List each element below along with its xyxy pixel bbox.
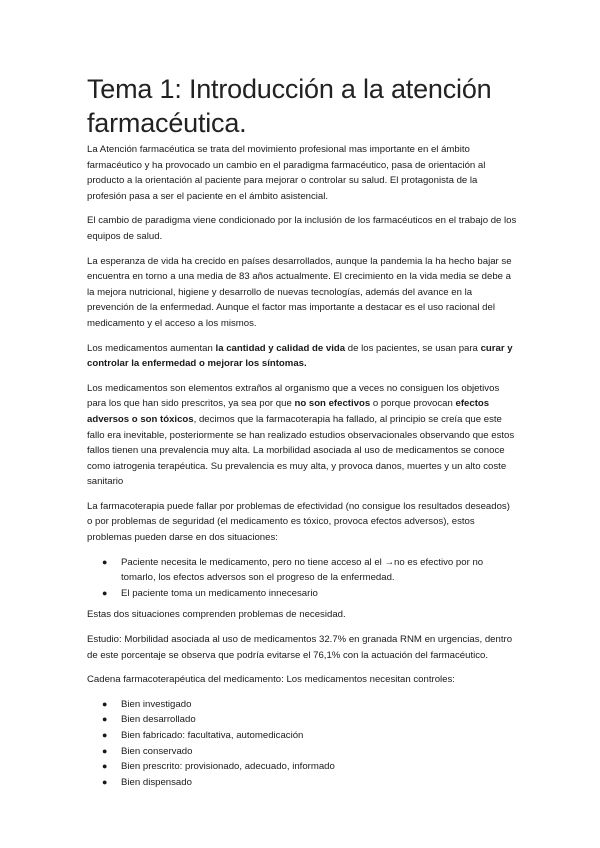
list-item (102, 775, 517, 791)
list-item-text: Bien conservado (121, 745, 193, 757)
paragraph-necessity: Estas dos situaciones comprenden problemas de necesidad. (87, 609, 346, 621)
bold-span: curar y controlar la enfermedad o mejorar los síntomas. (87, 342, 513, 370)
list-item (102, 759, 517, 775)
text-span: Los medicamentos aumentan (87, 342, 216, 354)
list-item-text: Bien investigado (121, 698, 192, 710)
list-item (102, 744, 517, 760)
list-item (102, 586, 517, 602)
paragraph-paradigm: El cambio de paradigma viene condicionado por la inclusión de los farmacéuticos en el trabajo de los equipos de salud. (87, 215, 517, 242)
page-title: Tema 1: Introducción a la atención farmacéutica. (87, 74, 492, 138)
bullet-icon: ● (102, 714, 108, 725)
bullet-icon: ● (102, 698, 108, 709)
bullet-icon: ● (102, 745, 108, 756)
paragraph-study: Estudio: Morbilidad asociada al uso de medicamentos 32.7% en granada RNM en urgencias, dentro de este porcentaje se observa que podría evitarse el 76,1% con la actuación del farmacéutico. (87, 634, 513, 661)
bullet-icon: ● (102, 730, 108, 740)
list-item-text: Bien dispensado (121, 776, 192, 788)
paragraph-pharmacotherapy-failure: La farmacoterapia puede fallar por problemas de efectividad (no consigue los resultados deseados) o por problemas de seguridad (el medicamento es tóxico, provoca efectos adversos), estos problemas pueden darse en dos situaciones: (87, 500, 510, 544)
bullet-icon: ● (102, 556, 108, 567)
list-item (102, 555, 517, 586)
text-span: , decimos que la farmacoterapia ha fallado, al principio se creía que este fallo era inevitable, posteriormente se han realizado estudios observacionales observando que estos fallos tienen una prevalencia muy alta. La morbilidad asociada al uso de medicamentos se conoce como iatrogenia terapéutica. Su prevalencia es muy alta, y provoca danos, muertes y un alto coste sanitario (87, 413, 515, 488)
list-item-text: Paciente necesita le medicamento, pero no tiene acceso al el →no es efectivo por no tomarlo, los efectos adversos son el progreso de la enfermedad. (121, 556, 484, 584)
bullet-icon: ● (102, 776, 108, 787)
paragraph-intro: La Atención farmacéutica se trata del movimiento profesional mas importante en el ámbito farmacéutico y ha provocado un cambio en el paradigma farmacéutico, pasa de orientación al producto a la orientación al paciente para mejorar o controlar su salud. El protagonista de la profesión pasa a ser el paciente en el ámbito asistencial. (87, 144, 486, 202)
bullet-icon: ● (102, 587, 108, 598)
list-item-text: Bien desarrollado (121, 714, 196, 726)
text-span: de los pacientes, se usan para (345, 342, 481, 354)
document-body (87, 72, 517, 799)
bold-span: efectos adversos o son tóxicos (87, 398, 490, 425)
list-item-text: El paciente toma un medicamento innecesario (121, 587, 318, 599)
bold-span: la cantidad y calidad de vida (215, 342, 346, 354)
text-span: o porque provocan (370, 398, 456, 410)
list-item (102, 728, 517, 744)
bold-span: no son efectivos (294, 398, 371, 410)
bullet-icon: ● (102, 761, 108, 772)
situations-list (87, 555, 517, 602)
paragraph-chain: Cadena farmacoterapéutica del medicamento: Los medicamentos necesitan controles: (87, 674, 455, 686)
list-item (102, 712, 517, 728)
text-span: Los medicamentos son elementos extraños al organismo que a veces no consiguen los objetivos para los que han sido prescritos, ya sea por que (87, 382, 500, 410)
paragraph-medicines-failure (87, 381, 517, 490)
list-item (102, 697, 517, 713)
list-item-text: Bien fabricado: facultativa, automedicación (121, 730, 304, 741)
paragraph-medicines-benefits (87, 341, 517, 372)
list-item-text: Bien prescrito: provisionado, adecuado, informado (121, 761, 335, 773)
chain-list (87, 697, 517, 791)
paragraph-life-expectancy: La esperanza de vida ha crecido en países desarrollados, aunque la pandemia la ha hecho bajar se encuentra en torno a una media de 83 años actualmente. El crecimiento en la vida media se debe a la mejora nutricional, higiene y desarrollo de nuevas tecnologías, además del avance en la prevención de la enfermedad. Aunque el factor mas importante a destacar es el uso racional del medicamento y el acceso a los mismos. (87, 255, 512, 329)
